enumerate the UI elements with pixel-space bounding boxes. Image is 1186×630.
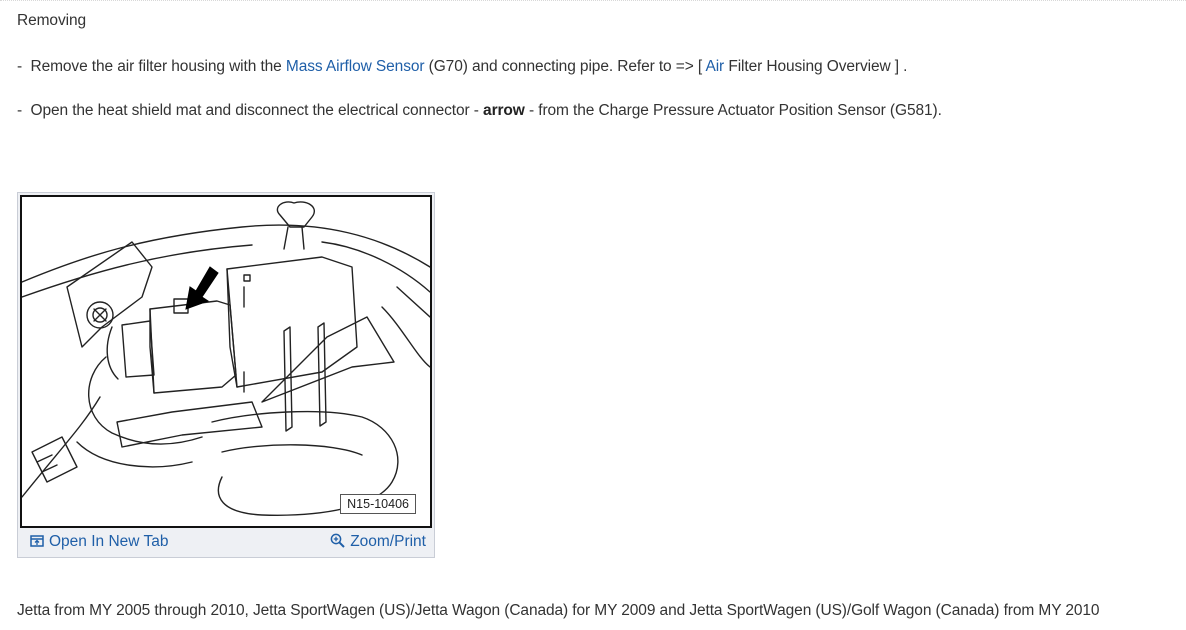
technical-illustration[interactable]: [20, 195, 432, 528]
step-text: Remove the air filter housing with the: [30, 58, 282, 75]
step-bullet: -: [17, 58, 23, 75]
zoom-print-button[interactable]: [330, 533, 426, 551]
step-text: Open the heat shield mat and disconnect the electrical connector -: [30, 102, 479, 119]
open-in-new-tab-label: Open In New Tab: [49, 533, 169, 550]
mass-airflow-sensor-link[interactable]: Mass Airflow Sensor: [285, 58, 425, 75]
arrow-emphasis: arrow: [483, 102, 525, 119]
step-text: Filter Housing Overview ] .: [728, 58, 908, 75]
applicability-note: Jetta from MY 2005 through 2010, Jetta SportWagen (US)/Jetta Wagon (Canada) for MY 2009 and Jetta SportWagen (US)/Golf Wagon (Canada) from MY 2010: [17, 602, 1100, 619]
procedure-step-1: [17, 58, 907, 76]
zoom-print-label: Zoom/Print: [350, 533, 426, 550]
magnifier-plus-icon: [330, 533, 345, 548]
step-text: - from the Charge Pressure Actuator Position Sensor (G581).: [528, 102, 942, 119]
top-divider: [0, 0, 1186, 1]
figure-toolbar: [18, 529, 434, 557]
step-bullet: -: [17, 102, 23, 119]
open-new-tab-icon: [30, 534, 44, 548]
section-heading: Removing: [17, 12, 86, 29]
procedure-step-2: [17, 102, 942, 120]
step-text: (G70) and connecting pipe. Refer to => [: [428, 58, 703, 75]
air-filter-housing-link[interactable]: Air: [705, 58, 725, 75]
open-in-new-tab-button[interactable]: [30, 533, 168, 551]
figure-label: N15-10406: [340, 494, 416, 514]
figure-container: [17, 192, 435, 558]
connector-drawing: [22, 197, 430, 526]
pointer-arrow: [186, 267, 218, 309]
